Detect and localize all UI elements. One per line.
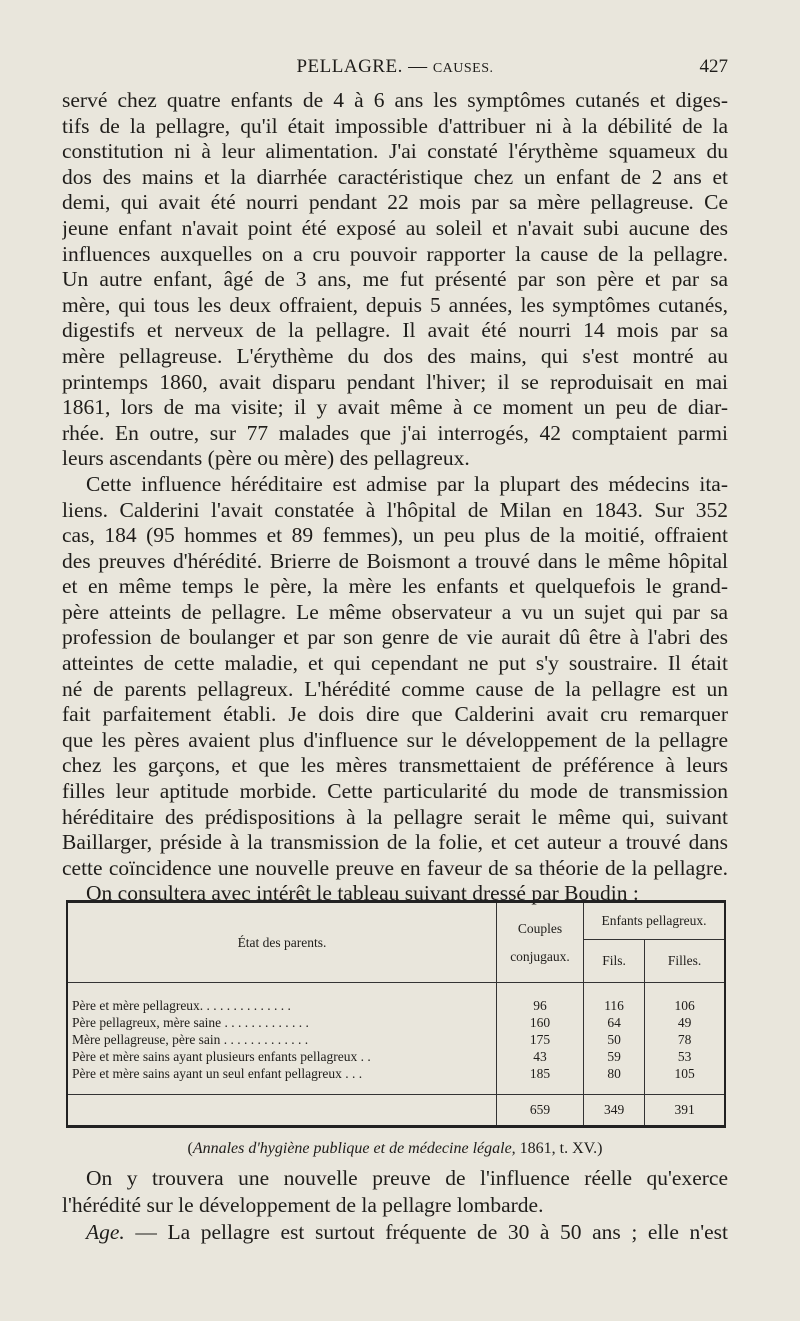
citation-ref: 1861, t. XV.) <box>515 1140 603 1157</box>
table-row <box>67 983 725 1015</box>
body-text <box>62 88 728 907</box>
text-line: mère, qui tous les deux offraient, depuis 5 années, les symptômes cutanés, <box>62 292 728 317</box>
text-line: liens. Calderini l'avait constatée à l'hôpital de Milan en 1843. Sur 352 <box>62 497 728 522</box>
table-row <box>67 1014 725 1031</box>
row-label: Père et mère sains ayant plusieurs enfants pellagreux . . <box>67 1048 497 1065</box>
text-line: constitution ni à leur alimentation. J'ai constaté l'érythème squameux du <box>62 139 728 164</box>
cell-couples: 175 <box>497 1031 584 1048</box>
total-fils: 349 <box>584 1095 645 1127</box>
text-line: héréditaire des prédispositions à la pellagre serait le même qui, suivant <box>62 804 728 829</box>
text-line: né de parents pellagreux. L'hérédité comme cause de la pellagre est un <box>62 676 728 701</box>
table-total-row <box>67 1095 725 1127</box>
text-line: père atteints de pellagre. Le même observateur a vu un sujet qui par sa <box>62 599 728 624</box>
text-line: fait parfaitement établi. Je dois dire que Calderini avait cru remarquer <box>62 702 728 727</box>
cell-fils: 59 <box>584 1048 645 1065</box>
header-couples-line1: Couples <box>517 920 563 936</box>
text-line: influences auxquelles on a cru pouvoir rapporter la cause de la pellagre. <box>62 241 728 266</box>
cell-filles: 78 <box>677 1031 692 1047</box>
paragraph-1 <box>62 88 728 472</box>
cell-couples: 43 <box>497 1048 584 1065</box>
age-lead: Age. <box>86 1220 125 1244</box>
header-etat: État des parents. <box>67 902 497 983</box>
cell-couples: 160 <box>497 1014 584 1031</box>
text-line: l'hérédité sur le développement de la pellagre lombarde. <box>62 1193 544 1217</box>
cell-couples: 185 <box>497 1065 584 1095</box>
text-line: cas, 184 (95 hommes et 89 femmes), un peu plus de la moitié, offraient <box>62 523 728 548</box>
row-label: Mère pellagreuse, père sain . . . . . . . . . . . . . <box>67 1031 497 1048</box>
text-line: des preuves d'hérédité. Brierre de Boismont a trouvé dans le même hôpital <box>62 548 728 573</box>
running-header <box>62 56 728 84</box>
header-couples-line2: conjugaux. <box>510 948 570 964</box>
text-line: atteintes de cette maladie, et qui cependant ne put s'y soustraire. Il était <box>62 651 728 676</box>
cell-fils: 80 <box>584 1065 645 1095</box>
text-line: Cette influence héréditaire est admise par la plupart des médecins ita- <box>86 471 728 496</box>
text-line: et en même temps le père, la mère les enfants et quelquefois le grand- <box>62 574 728 599</box>
text-line: que les pères avaient plus d'influence sur le développement de la pellagre <box>62 727 728 752</box>
header-fils: Fils. <box>584 940 645 983</box>
row-label: Père et mère sains ayant un seul enfant pellagreux . . . <box>67 1065 497 1095</box>
header-couples <box>497 902 584 983</box>
text-line: rhée. En outre, sur 77 malades que j'ai interrogés, 42 comptaient parmi <box>62 420 728 445</box>
cell-fils: 64 <box>584 1014 645 1031</box>
table-row <box>67 1065 725 1095</box>
text-line: mère pellagreuse. L'érythème du dos des mains, qui s'est montré au <box>62 343 728 368</box>
text-line: 1861, lors de ma visite; il y avait même à ce moment un peu de diar- <box>62 395 728 420</box>
paragraph-2 <box>62 472 728 882</box>
text-line: digestifs et nerveux de la pellagre. Il avait été nourri 14 mois par sa <box>62 318 728 343</box>
text-line: leurs ascendants (père ou mère) des pellagreux. <box>62 446 470 471</box>
age-text: — La pellagre est surtout fréquente de 30 à 50 ans ; elle n'est <box>124 1220 728 1244</box>
row-label: Père pellagreux, mère saine . . . . . . . . . . . . . <box>67 1014 497 1031</box>
running-title <box>62 56 728 78</box>
page-number: 427 <box>699 56 728 77</box>
citation-open: ( <box>187 1140 193 1157</box>
table-row <box>67 1048 725 1065</box>
total-label <box>67 1095 497 1127</box>
total-couples: 659 <box>497 1095 584 1127</box>
text-line <box>62 1219 728 1246</box>
cell-filles: 105 <box>674 1065 695 1081</box>
text-line: demi, qui avait été nourri pendant 22 mois par sa mère pellagreuse. Ce <box>62 190 728 215</box>
text-line: On y trouvera une nouvelle preuve de l'influence réelle qu'exerce <box>86 1166 728 1190</box>
citation-source: Annales d'hygiène publique et de médecine légale, <box>192 1140 516 1157</box>
text-line: filles leur aptitude morbide. Cette particularité du mode de transmission <box>62 779 728 804</box>
cell-fils: 50 <box>584 1031 645 1048</box>
header-enfants: Enfants pellagreux. <box>584 902 726 940</box>
row-label: Père et mère pellagreux. . . . . . . . . . . . . . <box>67 983 497 1015</box>
cell-couples: 96 <box>497 983 584 1015</box>
body-text-after-table <box>62 1165 728 1246</box>
text-line: chez les garçons, et que les mères transmettaient de préférence à leurs <box>62 753 728 778</box>
text-line: servé chez quatre enfants de 4 à 6 ans les symptômes cutanés et diges- <box>62 88 728 112</box>
header-filles: Filles. <box>645 940 725 983</box>
boudin-table <box>66 900 726 1128</box>
total-filles: 391 <box>645 1095 725 1127</box>
table-citation <box>62 1140 728 1158</box>
text-line: dos des mains et la diarrhée caractéristique chez un enfant de 2 ans et <box>62 164 728 189</box>
cell-filles: 49 <box>677 1014 692 1030</box>
text-line: cette coïncidence une nouvelle preuve en faveur de sa théorie de la pellagre. <box>62 855 728 880</box>
cell-fils: 116 <box>584 983 645 1015</box>
cell-filles: 53 <box>677 1048 692 1064</box>
cell-filles: 106 <box>674 997 695 1013</box>
text-line: printemps 1860, avait disparu pendant l'hiver; il se reproduisait en mai <box>62 369 728 394</box>
text-line: profession de boulanger et par son genre de vie aurait dû être à l'abri des <box>62 625 728 650</box>
running-title-main: PELLAGRE. — <box>296 56 428 77</box>
running-title-small: CAUSES. <box>432 61 494 76</box>
text-line: jeune enfant n'avait point été exposé au soleil et n'avait subi aucune des <box>62 215 728 240</box>
text-line: Baillarger, préside à la transmission de la folie, et cet auteur a trouvé dans <box>62 830 728 855</box>
text-line: Un autre enfant, âgé de 3 ans, me fut présenté par son père et par sa <box>62 267 728 292</box>
table-row <box>67 1031 725 1048</box>
text-line: On consultera avec intérêt le tableau suivant dressé par Boudin : <box>86 881 639 906</box>
text-line: tifs de la pellagre, qu'il était impossible d'attribuer ni à la débilité de la <box>62 113 728 138</box>
